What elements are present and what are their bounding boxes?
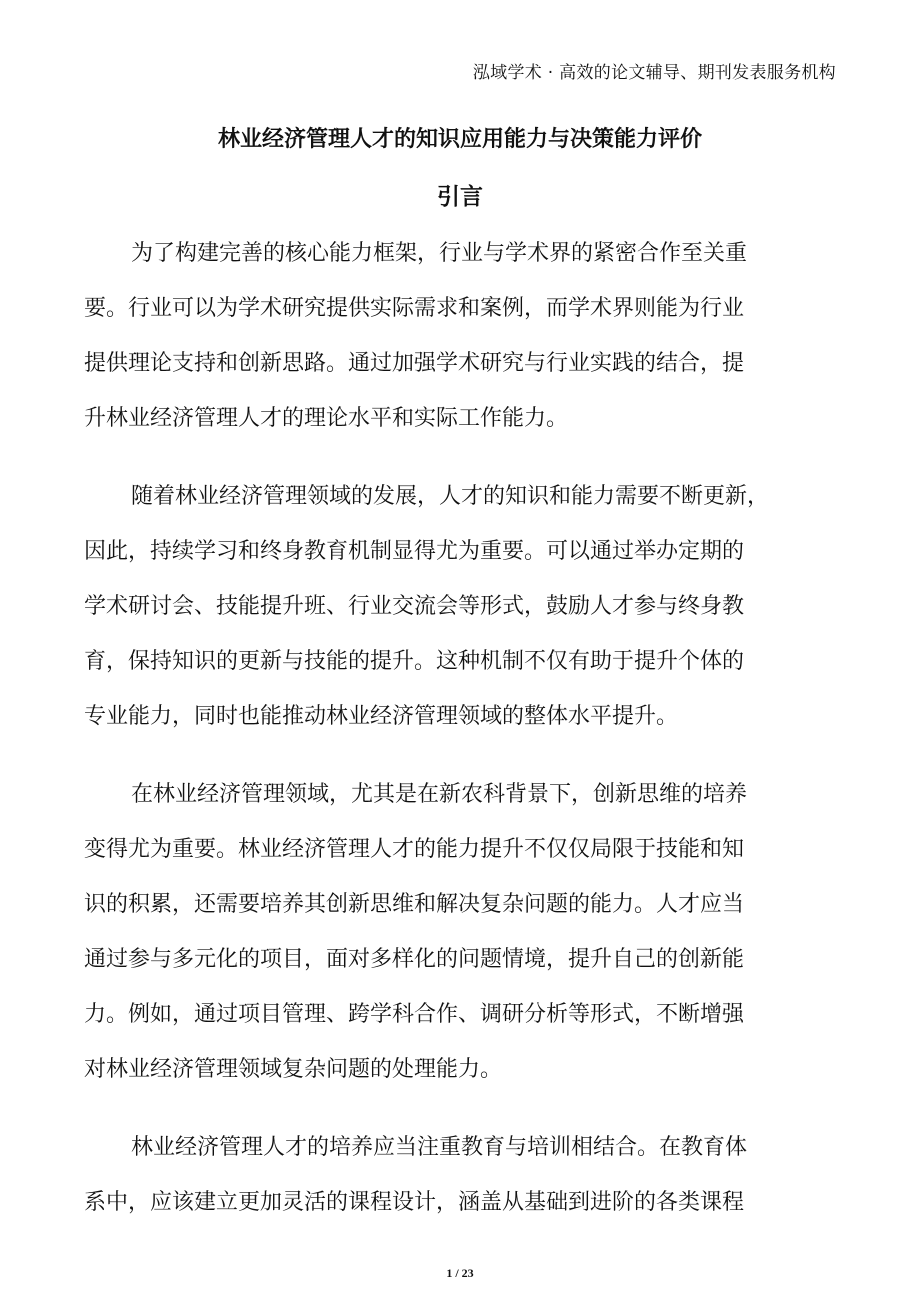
paragraph-2	[84, 469, 836, 744]
text-line: 育，保持知识的更新与技能的提升。这种机制不仅有助于提升个体的	[84, 649, 745, 674]
text-line: 力。例如，通过项目管理、跨学科合作、调研分析等形式，不断增强	[84, 1002, 745, 1027]
section-heading: 引言	[437, 184, 483, 210]
text-line: 变得尤为重要。林业经济管理人才的能力提升不仅仅局限于技能和知	[84, 837, 745, 862]
page-number: 1 / 23	[446, 1266, 474, 1280]
text-line: 要。行业可以为学术研究提供实际需求和案例，而学术界则能为行业	[84, 296, 745, 321]
text-line: 提供理论支持和创新思路。通过加强学术研究与行业实践的结合，提	[84, 351, 745, 376]
text-line: 学术研讨会、技能提升班、行业交流会等形式，鼓励人才参与终身教	[84, 594, 745, 619]
text-line: 为了构建完善的核心能力框架，行业与学术界的紧密合作至关重	[131, 241, 748, 266]
document-title: 林业经济管理人才的知识应用能力与决策能力评价	[217, 127, 702, 152]
paragraph-3	[84, 767, 836, 1097]
text-line: 林业经济管理人才的培养应当注重教育与培训相结合。在教育体	[131, 1135, 748, 1160]
text-line: 因此，持续学习和终身教育机制显得尤为重要。可以通过举办定期的	[84, 539, 745, 564]
paragraph-4	[84, 1120, 836, 1230]
text-line: 专业能力，同时也能推动林业经济管理领域的整体水平提升。	[84, 704, 679, 729]
text-line: 随着林业经济管理领域的发展，人才的知识和能力需要不断更新，	[131, 484, 770, 509]
text-line: 系中，应该建立更加灵活的课程设计，涵盖从基础到进阶的各类课程	[84, 1190, 745, 1215]
paragraph-1	[84, 226, 836, 446]
text-line: 升林业经济管理人才的理论水平和实际工作能力。	[84, 406, 569, 431]
text-line: 在林业经济管理领域，尤其是在新农科背景下，创新思维的培养	[131, 782, 748, 807]
running-header: 泓域学术 · 高效的论文辅导、期刊发表服务机构	[472, 63, 836, 83]
text-line: 识的积累，还需要培养其创新思维和解决复杂问题的能力。人才应当	[84, 892, 745, 917]
text-line: 通过参与多元化的项目，面对多样化的问题情境，提升自己的创新能	[84, 947, 745, 972]
body-text	[84, 226, 836, 1253]
text-line: 对林业经济管理领域复杂问题的处理能力。	[84, 1057, 503, 1082]
